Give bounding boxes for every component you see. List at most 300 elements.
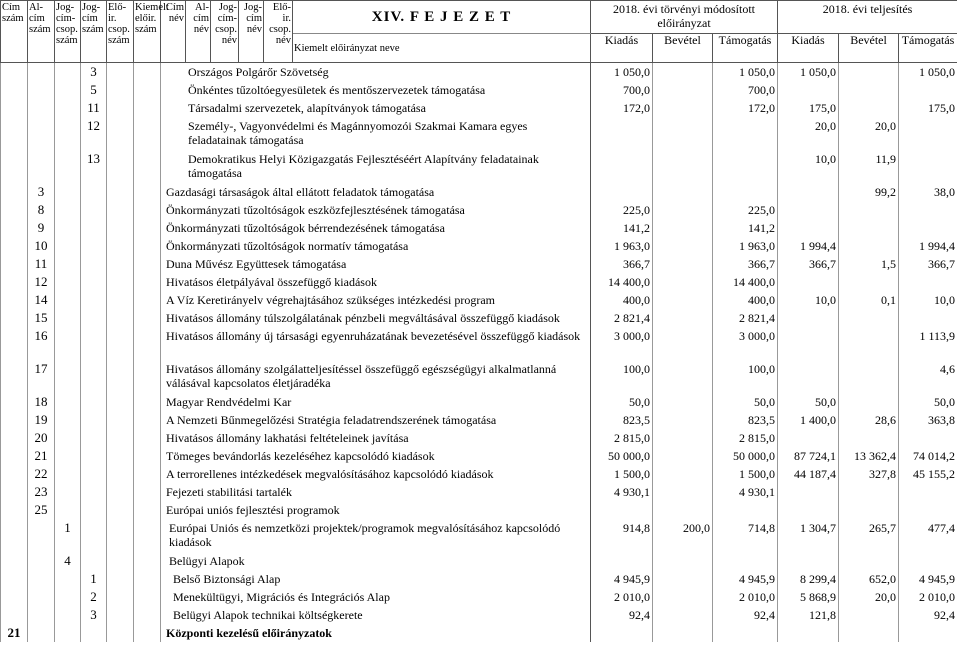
value-cell [653,501,713,519]
code-jcs [55,255,81,273]
code-alcim: 8 [28,201,55,219]
appropriation-name: Európai uniós fejlesztési programok [161,501,591,519]
empty-code-cell [107,552,134,570]
value-cell: 28,6 [839,411,899,429]
empty-code-cell [107,63,134,82]
value-cell [653,81,713,99]
code-cim [1,117,28,150]
code-jcs [55,411,81,429]
value-cell: 10,0 [778,150,839,183]
code-cim [1,219,28,237]
header-alcim-szam: Al-cím szám [28,1,55,63]
value-cell [653,570,713,588]
code-jc [81,273,107,291]
value-cell [899,201,957,219]
empty-code-cell [134,501,161,519]
value-cell: 74 014,2 [899,447,957,465]
empty-code-cell [134,588,161,606]
code-jc: 13 [81,150,107,183]
table-row [1,519,957,552]
value-cell: 100,0 [591,360,653,393]
value-cell [778,183,839,201]
empty-code-cell [134,327,161,360]
value-cell [653,606,713,624]
empty-code-cell [107,237,134,255]
value-cell [778,501,839,519]
value-cell [653,483,713,501]
empty-code-cell [107,117,134,150]
value-cell [653,429,713,447]
header-value-column: Bevétel [653,34,713,63]
table-row [1,150,957,183]
value-cell: 2 010,0 [591,588,653,606]
table-row [1,465,957,483]
value-cell [653,183,713,201]
value-cell: 92,4 [899,606,957,624]
value-cell [839,327,899,360]
appropriation-name: Demokratikus Helyi Közigazgatás Fejlesztéséért Alapítvány feladatainak támogatása [161,150,591,183]
empty-code-cell [107,291,134,309]
value-cell: 700,0 [591,81,653,99]
value-cell [653,117,713,150]
header-value-column: Kiadás [778,34,839,63]
value-cell [839,63,899,82]
value-cell: 20,0 [839,117,899,150]
code-jcs [55,309,81,327]
value-cell: 363,8 [899,411,957,429]
value-cell: 10,0 [778,291,839,309]
appropriation-name: Önkormányzati tűzoltóságok eszközfejlesztésének támogatása [161,201,591,219]
value-cell: 1 050,0 [899,63,957,82]
code-jcs: 1 [55,519,81,552]
value-cell: 141,2 [713,219,778,237]
empty-code-cell [134,309,161,327]
header-cim-nev: Cím név [161,1,186,63]
code-cim [1,327,28,360]
code-alcim [28,99,55,117]
value-cell: 1 113,9 [899,327,957,360]
value-cell [778,273,839,291]
table-row [1,429,957,447]
appropriation-name: Hivatásos életpályával összefüggő kiadások [161,273,591,291]
empty-code-cell [107,150,134,183]
value-cell [839,201,899,219]
value-cell [653,273,713,291]
value-cell [653,219,713,237]
appropriation-name: Duna Művész Együttesek támogatása [161,255,591,273]
code-jc [81,552,107,570]
value-cell [653,552,713,570]
code-jc [81,291,107,309]
code-jc: 1 [81,570,107,588]
table-row [1,309,957,327]
value-cell: 3 000,0 [713,327,778,360]
value-cell: 92,4 [591,606,653,624]
value-cell [839,309,899,327]
empty-code-cell [134,519,161,552]
empty-code-cell [134,219,161,237]
value-cell: 1 050,0 [778,63,839,82]
value-cell: 1 963,0 [713,237,778,255]
value-cell [713,117,778,150]
value-cell: 823,5 [591,411,653,429]
value-cell: 1 304,7 [778,519,839,552]
code-alcim: 9 [28,219,55,237]
value-cell: 20,0 [839,588,899,606]
code-jcs [55,624,81,642]
code-cim [1,483,28,501]
value-cell: 2 010,0 [713,588,778,606]
value-cell [653,411,713,429]
table-row [1,411,957,429]
empty-code-cell [107,255,134,273]
table-row [1,447,957,465]
empty-code-cell [107,501,134,519]
code-jcs [55,588,81,606]
code-cim [1,81,28,99]
empty-code-cell [107,570,134,588]
value-cell: 11,9 [839,150,899,183]
code-jc [81,393,107,411]
value-cell [591,624,653,642]
empty-code-cell [107,81,134,99]
value-cell [778,552,839,570]
value-cell: 1 400,0 [778,411,839,429]
value-cell [839,360,899,393]
code-jc [81,327,107,360]
code-jcs [55,465,81,483]
code-jc [81,519,107,552]
empty-code-cell [134,201,161,219]
empty-code-cell [107,429,134,447]
code-alcim: 22 [28,465,55,483]
appropriation-name: Magyar Rendvédelmi Kar [161,393,591,411]
code-jcs [55,360,81,393]
appropriation-name: Társadalmi szervezetek, alapítványok támogatása [161,99,591,117]
header-value-column: Támogatás [899,34,957,63]
appropriation-name: Központi kezelésű előirányzatok [161,624,591,642]
code-jcs [55,99,81,117]
value-cell: 3 000,0 [591,327,653,360]
code-cim [1,465,28,483]
code-jc: 3 [81,606,107,624]
value-cell: 366,7 [591,255,653,273]
value-cell [899,624,957,642]
appropriation-name: Tömeges bevándorlás kezeléséhez kapcsolódó kiadások [161,447,591,465]
value-cell [839,606,899,624]
empty-code-cell [134,393,161,411]
appropriation-name: Személy-, Vagyonvédelmi és Magánnyomozói Szakmai Kamara egyes feladatainak támogatása [161,117,591,150]
code-cim [1,447,28,465]
empty-code-cell [134,411,161,429]
value-cell: 2 821,4 [713,309,778,327]
code-jc [81,360,107,393]
value-cell [653,201,713,219]
appropriation-name: A Nemzeti Bűnmegelőzési Stratégia feladatrendszerének támogatása [161,411,591,429]
value-cell: 4 930,1 [591,483,653,501]
code-alcim: 10 [28,237,55,255]
empty-code-cell [107,309,134,327]
value-cell: 1 994,4 [899,237,957,255]
header-value-column: Bevétel [839,34,899,63]
value-cell: 2 815,0 [591,429,653,447]
header-alcim-nev: Al-cím név [186,1,211,63]
empty-code-cell [134,606,161,624]
value-cell [653,237,713,255]
header-eloir-csop-szam: Elő-ir. csop. szám [107,1,134,63]
code-cim [1,393,28,411]
value-cell: 50,0 [778,393,839,411]
value-cell: 172,0 [713,99,778,117]
value-cell [839,552,899,570]
value-cell: 477,4 [899,519,957,552]
code-jc [81,183,107,201]
code-cim [1,291,28,309]
value-cell: 8 299,4 [778,570,839,588]
empty-code-cell [107,201,134,219]
code-jcs [55,237,81,255]
value-cell: 38,0 [899,183,957,201]
code-alcim [28,63,55,82]
appropriation-name: Hivatásos állomány szolgálatteljesítéssel összefüggő egészségügyi alkalmatlanná válásával kapcsolatos életjáradéka [161,360,591,393]
table-row [1,588,957,606]
table-row [1,237,957,255]
code-jcs [55,201,81,219]
value-cell: 400,0 [713,291,778,309]
code-jcs: 4 [55,552,81,570]
value-cell: 50,0 [899,393,957,411]
code-jc [81,624,107,642]
value-cell: 1 994,4 [778,237,839,255]
value-cell [899,309,957,327]
value-cell [839,501,899,519]
code-alcim: 12 [28,273,55,291]
code-jc [81,447,107,465]
empty-code-cell [134,63,161,82]
value-cell [899,117,957,150]
code-cim [1,588,28,606]
table-row [1,201,957,219]
code-cim [1,309,28,327]
empty-code-cell [134,273,161,291]
code-jc: 3 [81,63,107,82]
code-cim [1,150,28,183]
table-row [1,360,957,393]
empty-code-cell [134,447,161,465]
code-cim [1,99,28,117]
value-cell [899,150,957,183]
code-alcim: 15 [28,309,55,327]
appropriation-name: Önkéntes tűzoltóegyesületek és mentőszervezetek támogatása [161,81,591,99]
value-cell [591,183,653,201]
header-group1: 2018. évi törvényi módosított előirányzat [591,1,778,34]
value-cell: 20,0 [778,117,839,150]
value-cell [899,429,957,447]
empty-code-cell [134,237,161,255]
value-cell [591,117,653,150]
value-cell: 92,4 [713,606,778,624]
value-cell [653,465,713,483]
appropriation-name: Gazdasági társaságok által ellátott feladatok támogatása [161,183,591,201]
value-cell: 1 050,0 [591,63,653,82]
code-cim [1,360,28,393]
table-row [1,291,957,309]
value-cell [839,81,899,99]
value-cell: 99,2 [839,183,899,201]
value-cell: 175,0 [778,99,839,117]
header-eloir-csop-nev: Elő-ir. csop. név [264,1,293,63]
code-jcs [55,219,81,237]
table-row [1,63,957,82]
value-cell [713,183,778,201]
value-cell: 10,0 [899,291,957,309]
code-alcim: 19 [28,411,55,429]
value-cell: 1,5 [839,255,899,273]
empty-code-cell [134,183,161,201]
value-cell [899,273,957,291]
code-cim [1,183,28,201]
value-cell: 175,0 [899,99,957,117]
code-alcim: 25 [28,501,55,519]
appropriation-name: A terrorellenes intézkedések megvalósításához kapcsolódó kiadások [161,465,591,483]
value-cell: 50,0 [713,393,778,411]
table-row [1,606,957,624]
value-cell: 2 821,4 [591,309,653,327]
code-cim [1,411,28,429]
value-cell: 1 500,0 [713,465,778,483]
code-cim [1,519,28,552]
value-cell: 1 963,0 [591,237,653,255]
value-cell [653,99,713,117]
code-alcim: 23 [28,483,55,501]
empty-code-cell [134,465,161,483]
value-cell [778,219,839,237]
code-jc: 12 [81,117,107,150]
code-jc: 2 [81,588,107,606]
code-jcs [55,447,81,465]
table-row [1,624,957,642]
code-alcim: 14 [28,291,55,309]
code-alcim: 20 [28,429,55,447]
value-cell: 121,8 [778,606,839,624]
code-alcim: 3 [28,183,55,201]
code-cim [1,552,28,570]
value-cell: 44 187,4 [778,465,839,483]
empty-code-cell [107,624,134,642]
appropriation-name: Belső Biztonsági Alap [161,570,591,588]
value-cell: 327,8 [839,465,899,483]
code-jcs [55,81,81,99]
header-jogcim-szam: Jog-cím szám [81,1,107,63]
header-group2: 2018. évi teljesítés [778,1,957,34]
value-cell [899,552,957,570]
value-cell: 87 724,1 [778,447,839,465]
code-alcim [28,588,55,606]
code-alcim [28,552,55,570]
empty-code-cell [107,183,134,201]
value-cell [591,552,653,570]
code-jcs [55,606,81,624]
value-cell: 100,0 [713,360,778,393]
appropriation-name: Belügyi Alapok technikai költségkerete [161,606,591,624]
value-cell [653,588,713,606]
table-row [1,501,957,519]
code-jc [81,309,107,327]
value-cell [653,624,713,642]
code-jcs [55,183,81,201]
table-row [1,393,957,411]
value-cell: 4,6 [899,360,957,393]
value-cell [899,501,957,519]
code-jcs [55,570,81,588]
value-cell: 2 010,0 [899,588,957,606]
code-jc [81,237,107,255]
code-jc [81,201,107,219]
code-cim [1,273,28,291]
value-cell: 366,7 [778,255,839,273]
value-cell [839,624,899,642]
value-cell [839,393,899,411]
header-name-column: Kiemelt előirányzat neve [293,34,591,63]
code-jc: 11 [81,99,107,117]
value-cell [713,624,778,642]
value-cell: 141,2 [591,219,653,237]
code-alcim [28,519,55,552]
value-cell [653,447,713,465]
value-cell [778,81,839,99]
value-cell: 14 400,0 [591,273,653,291]
code-alcim: 21 [28,447,55,465]
appropriation-name: Önkormányzati tűzoltóságok bérrendezésének támogatása [161,219,591,237]
appropriation-name: A Víz Keretirányelv végrehajtásához szükséges intézkedési program [161,291,591,309]
code-jc [81,483,107,501]
code-alcim: 18 [28,393,55,411]
empty-code-cell [134,291,161,309]
empty-code-cell [107,219,134,237]
empty-code-cell [107,327,134,360]
table-row [1,81,957,99]
code-jcs [55,483,81,501]
appropriation-name: Hivatásos állomány túlszolgálatának pénzbeli megváltásával összefüggő kiadások [161,309,591,327]
code-jcs [55,327,81,360]
value-cell [899,81,957,99]
value-cell [778,360,839,393]
code-cim [1,237,28,255]
code-jcs [55,150,81,183]
code-jc [81,465,107,483]
code-jc [81,411,107,429]
value-cell: 5 868,9 [778,588,839,606]
code-jc [81,501,107,519]
code-jcs [55,273,81,291]
value-cell [778,309,839,327]
empty-code-cell [107,360,134,393]
empty-code-cell [107,483,134,501]
header-value-column: Támogatás [713,34,778,63]
code-cim [1,606,28,624]
value-cell [778,201,839,219]
code-jc: 5 [81,81,107,99]
value-cell: 4 945,9 [713,570,778,588]
value-cell: 823,5 [713,411,778,429]
empty-code-cell [134,360,161,393]
value-cell [591,150,653,183]
value-cell [713,501,778,519]
value-cell: 2 815,0 [713,429,778,447]
code-alcim: 16 [28,327,55,360]
value-cell [653,291,713,309]
code-jcs [55,393,81,411]
